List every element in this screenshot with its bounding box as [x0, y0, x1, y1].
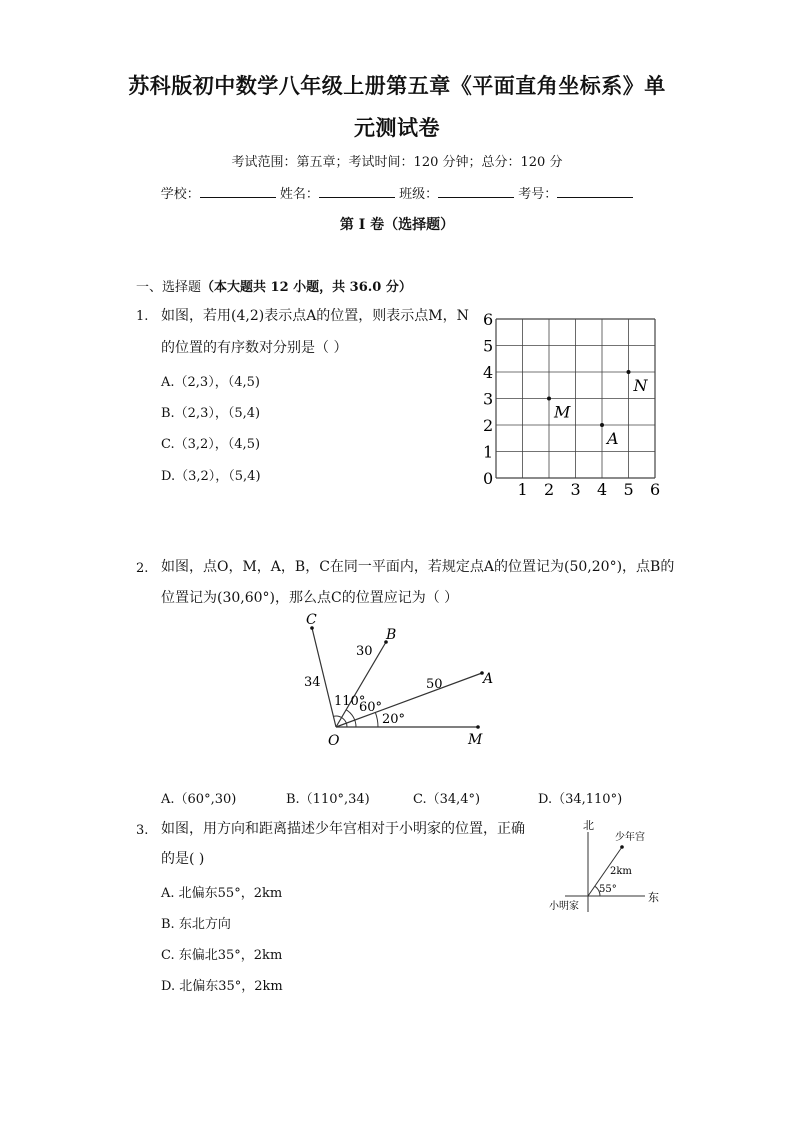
east-label: 东 — [648, 891, 659, 904]
grid-point-m — [547, 397, 551, 401]
q1-text-line2: 的位置的有序数对分别是（ ） — [161, 340, 348, 356]
q3-number: 3. — [136, 823, 149, 838]
q3-option-b[interactable]: B. 东北方向 — [161, 917, 231, 932]
y-tick-label: 6 — [483, 310, 494, 329]
length-oa: 50 — [426, 677, 443, 692]
q1-option-a[interactable]: A.（2,3），（4,5) — [161, 375, 260, 390]
grid-point-label-a: A — [607, 429, 619, 448]
q2-text-line1: 如图，点O，M，A，B，C在同一平面内，若规定点A的位置记为(50,20°)，点B的 — [161, 559, 675, 575]
label-m: M — [468, 732, 483, 748]
q3-text-line1: 如图，用方向和距离描述少年宫相对于小明家的位置，正确 — [161, 821, 525, 837]
north-label: 北 — [583, 819, 594, 832]
y-tick-label: 0 — [483, 469, 494, 488]
point-m — [476, 725, 480, 729]
q1-option-d[interactable]: D.（3,2），（5,4) — [161, 469, 261, 484]
exam-info: 考试范围：第五章；考试时间：120 分钟；总分：120 分 — [231, 155, 563, 170]
length-ob: 30 — [356, 644, 373, 659]
label-b: B — [386, 627, 397, 643]
x-tick-label: 6 — [650, 480, 661, 499]
grid-point-a — [600, 423, 604, 427]
q1-text-line1: 如图，若用(4,2)表示点A的位置，则表示点M，N — [161, 308, 469, 324]
angle-20-label: 20° — [382, 712, 406, 727]
q3-option-d[interactable]: D. 北偏东35°，2km — [161, 979, 283, 994]
section-detail: （本大题共 12 小题，共 36.0 分） — [201, 280, 412, 295]
q2-number: 2. — [136, 561, 149, 576]
y-tick-label: 4 — [483, 363, 494, 382]
school-label: 学校： — [160, 187, 200, 202]
label-a: A — [483, 671, 494, 687]
x-tick-label: 3 — [570, 480, 581, 499]
x-tick-label: 2 — [544, 480, 555, 499]
angle-60-label: 60° — [359, 700, 383, 715]
q2-option-b[interactable]: B.（110°,34) — [286, 792, 370, 807]
y-tick-label: 2 — [483, 416, 494, 435]
q2-option-d[interactable]: D.（34,110°) — [538, 792, 623, 807]
y-tick-label: 5 — [483, 336, 494, 356]
number-blank — [557, 183, 633, 198]
q2-option-a[interactable]: A.（60°,30) — [161, 792, 237, 807]
section-label: 一、选择题 — [136, 280, 202, 295]
class-label: 班级： — [399, 187, 439, 202]
x-tick-label: 5 — [623, 480, 634, 499]
q3-text-line2: 的是( ) — [161, 851, 205, 867]
q1-coordinate-grid — [470, 300, 670, 500]
class-blank — [438, 183, 514, 198]
distance-label: 2km — [610, 866, 632, 877]
section-heading — [136, 276, 412, 295]
name-label: 姓名： — [279, 187, 319, 202]
q3-direction-figure — [545, 812, 670, 917]
volume-heading: 第 I 卷（选择题） — [339, 217, 455, 233]
q2-text-line2: 位置记为(30,60°)，那么点C的位置应记为（ ） — [161, 590, 459, 606]
q2-option-c[interactable]: C.（34,4°) — [413, 792, 481, 807]
angle-110-label: 110° — [334, 694, 366, 709]
arc-60 — [346, 710, 356, 727]
number-label: 考号： — [518, 187, 558, 202]
y-tick-label: 3 — [483, 389, 494, 409]
grid-point-n — [627, 370, 631, 374]
q1-number: 1. — [136, 309, 149, 324]
student-info-fields — [0, 183, 794, 202]
label-o: O — [328, 733, 340, 749]
angle-label: 55° — [599, 884, 617, 895]
q3-option-c[interactable]: C. 东偏北35°，2km — [161, 948, 283, 963]
y-tick-label: 1 — [483, 442, 494, 462]
palace-label: 少年宫 — [615, 832, 645, 843]
document-title-line2: 元测试卷 — [354, 115, 440, 140]
x-tick-label: 1 — [517, 480, 528, 499]
home-label: 小明家 — [549, 901, 579, 912]
palace-point — [620, 845, 624, 849]
school-blank — [200, 183, 276, 198]
q2-angle-figure — [290, 608, 510, 753]
q1-option-b[interactable]: B.（2,3），（5,4) — [161, 406, 261, 421]
q3-option-a[interactable]: A. 北偏东55°，2km — [161, 886, 283, 901]
label-c: C — [306, 612, 317, 628]
x-tick-label: 4 — [597, 480, 608, 499]
name-blank — [319, 183, 395, 198]
grid-point-label-m: M — [554, 402, 571, 422]
q1-option-c[interactable]: C.（3,2），（4,5) — [161, 437, 261, 452]
length-oc: 34 — [304, 675, 321, 690]
document-title-line1: 苏科版初中数学八年级上册第五章《平面直角坐标系》单 — [128, 73, 666, 98]
grid-point-label-n: N — [633, 376, 648, 395]
